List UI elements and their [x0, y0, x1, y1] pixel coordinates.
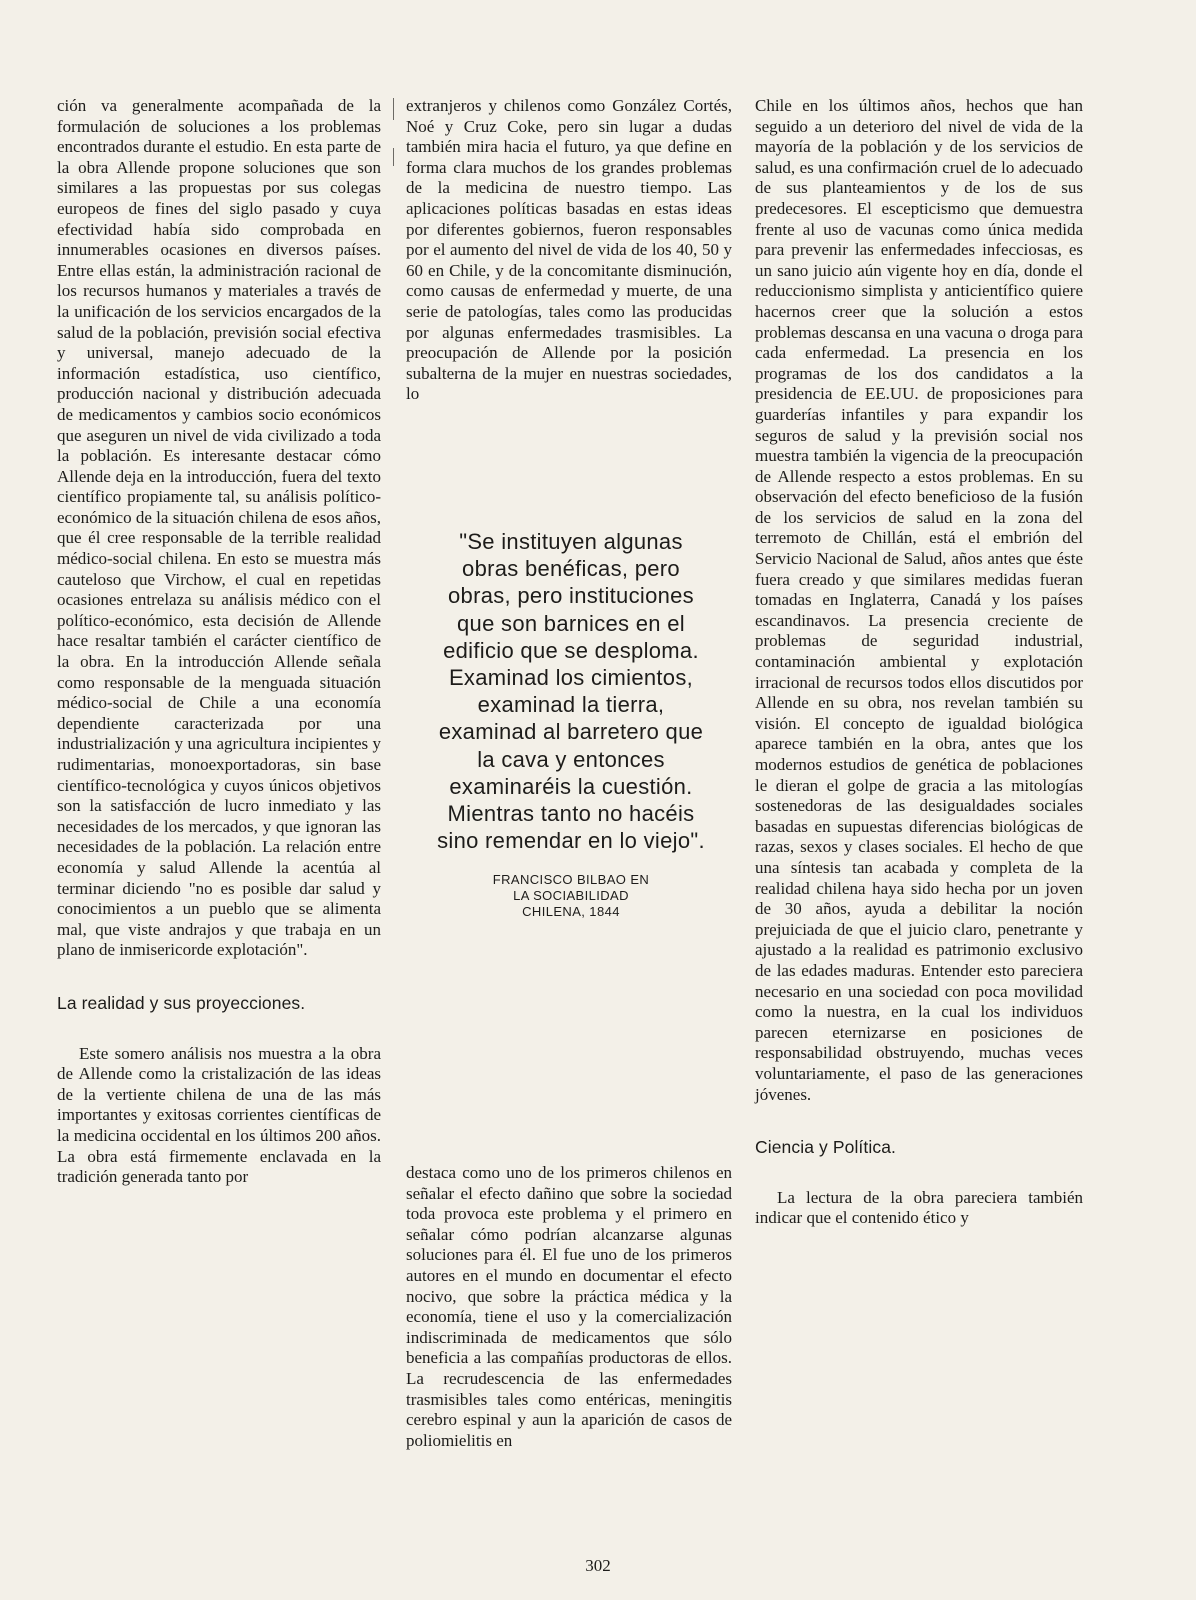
- body-paragraph: destaca como uno de los primeros chilenos en señalar el efecto dañino que sobre la sociedad toda provoca este problema y el primero en señalar cómo podrían alcanzarse algunas soluciones para él. El fue uno de los primeros autores en el mundo en documentar el efecto nocivo, que sobre la práctica médica y la economía, tiene el uso y la comercialización indiscriminada de medicamentos que sólo beneficia a las compañías productoras de ellos. La recrudescencia de las enfermedades trasmisibles tales como entéricas, meningitis cerebro espinal y aun la aparición de casos de poliomielitis en: [406, 1163, 732, 1450]
- body-paragraph: Chile en los últimos años, hechos que han seguido a un deterioro del nivel de vida de la mayoría de la población y de los servicios de salud, es una confirmación cruel de lo adecuado de sus planteamientos y de los de sus predecesores. El escepticismo que demuestra frente al uso de vacunas como única medida para prevenir las enfermedades infecciosas, es un sano juicio aún vigente hoy en día, donde el reduccionismo simplista y anticientífico quiere hacernos creer que la solución a estos problemas descansa en una vacuna o droga para cada enfermedad. La presencia en los programas de los dos candidatos a la presidencia de EE.UU. de proposiciones para guarderías infantiles y para expandir los seguros de salud y la previsión social nos muestra también la vigencia de la preocupación de Allende respecto a estos problemas. En su observación del efecto beneficioso de la fusión de los servicios de salud en la zona del terremoto de Chillán, está el embrión del Servicio Nacional de Salud, años antes que éste fuera creado y que similares medidas fueran tomadas en Inglaterra, Canadá y los países escandinavos. La presencia creciente de problemas de seguridad industrial, contaminación ambiental y explotación irracional de recursos todos ellos discutidos por Allende en su obra, nos revelan también su visión. El concepto de igualdad biológica aparece también en la obra, antes que los modernos estudios de genética de poblaciones le dieran el golpe de gracia a las mitologías sostenedoras de las desigualdades sociales basadas en supuestas diferencias biológicas de razas, sexos y clases sociales. El hecho de que una síntesis tan acabada y completa de la realidad chilena haya sido hecha por un joven de 30 años, ayuda a debilitar la noción prejuiciada de que el juicio claro, penetrante y ajustado a la realidad es patrimonio exclusivo de las edades maduras. Entender esto pareciera necesario en una sociedad con poca movilidad como la nuestra, en la cual los individuos parecen eternizarse en posiciones de responsabilidad obstruyendo, muchas veces voluntariamente, el paso de las generaciones jóvenes.: [755, 96, 1083, 1104]
- text-column-middle-top: [406, 96, 732, 405]
- body-paragraph: La lectura de la obra pareciera también indicar que el contenido ético y: [755, 1187, 1083, 1228]
- column-divider-mark: [393, 98, 394, 120]
- section-heading: Ciencia y Política.: [755, 1137, 896, 1158]
- pull-quote-attribution: FRANCISCO BILBAO EN LA SOCIABILIDAD CHILENA, 1844: [492, 872, 650, 920]
- text-column-left: [57, 96, 381, 1188]
- body-paragraph: Este somero análisis nos muestra a la obra de Allende como la cristalización de las ideas de la vertiente chilena de una de las más importantes y exitosas corrientes científicas de la medicina occidental en los últimos 200 años. La obra está firmemente enclavada en la tradición generada tanto por: [57, 1043, 381, 1187]
- page-number: 302: [585, 1556, 611, 1575]
- pull-quote-text: "Se instituyen algunas obras benéficas, pero obras, pero instituciones que son barnices en el edificio que se desploma. Examinad los cimientos, examinad la tierra, examinad al barretero que la cava y entonces examinaréis la cuestión. Mientras tanto no hacéis sino remendar en lo viejo".: [437, 529, 705, 854]
- body-paragraph: ción va generalmente acompañada de la formulación de soluciones a los problemas encontrados durante el estudio. En esta parte de la obra Allende propone soluciones que son similares a las propuestas por sus colegas europeos de fines del siglo pasado y cuya efectividad había sido comprobada en innumerables ocasiones en diversos países. Entre ellas están, la administración racional de los recursos humanos y materiales a través de la unificación de los servicios encargados de la salud de la población, previsión social efectiva y universal, manejo adecuado de la información estadística, uso científico, producción nacional y distribución adecuada de medicamentos y cambios socio económicos que aseguren un nivel de vida civilizado a toda la población. Es interesante destacar cómo Allende deja en la introducción, fuera del texto científico propiamente tal, su análisis político-económico de la situación chilena de esos años, que él cree responsable de la terrible realidad médico-social chilena. En esto se muestra más cauteloso que Virchow, el cual en repetidas ocasiones entrelaza su análisis médico con el político-económico, esta decisión de Allende hace resaltar también el carácter científico de la obra. En la introducción Allende señala como responsable de la menguada situación médico-social de Chile a una economía dependiente caracterizada por una industrialización y una agricultura incipientes y rudimentarias, monoexportadoras, sin base científico-tecnológica y cuyos únicos objetivos son la satisfacción de lucro inmediato y las necesidades de los mercados, y que ignoran las necesidades de la población. La relación entre economía y salud Allende la acentúa al terminar diciendo "no es posible dar salud y conocimientos a un pueblo que se alimenta mal, que viste andrajos y que trabaja en un plano de inmisericorde explotación".: [57, 96, 381, 960]
- text-column-middle-bottom: [406, 1163, 732, 1451]
- body-paragraph: extranjeros y chilenos como González Cortés, Noé y Cruz Coke, pero sin lugar a dudas también mira hacia el futuro, ya que define en forma clara muchos de los grandes problemas de la medicina de nuestro tiempo. Las aplicaciones políticas basadas en estas ideas por diferentes gobiernos, fueron responsables por el aumento del nivel de vida de los 40, 50 y 60 en Chile, y de la concomitante disminución, como causas de enfermedad y muerte, de una serie de patologías, tales como las producidas por algunas enfermedades trasmisibles. La preocupación de Allende por la posición subalterna de la mujer en nuestras sociedades, lo: [406, 96, 732, 404]
- text-column-right: [755, 96, 1083, 1229]
- column-divider-mark: [393, 148, 394, 166]
- section-heading: La realidad y sus proyecciones.: [57, 992, 306, 1013]
- pull-quote: [430, 528, 712, 920]
